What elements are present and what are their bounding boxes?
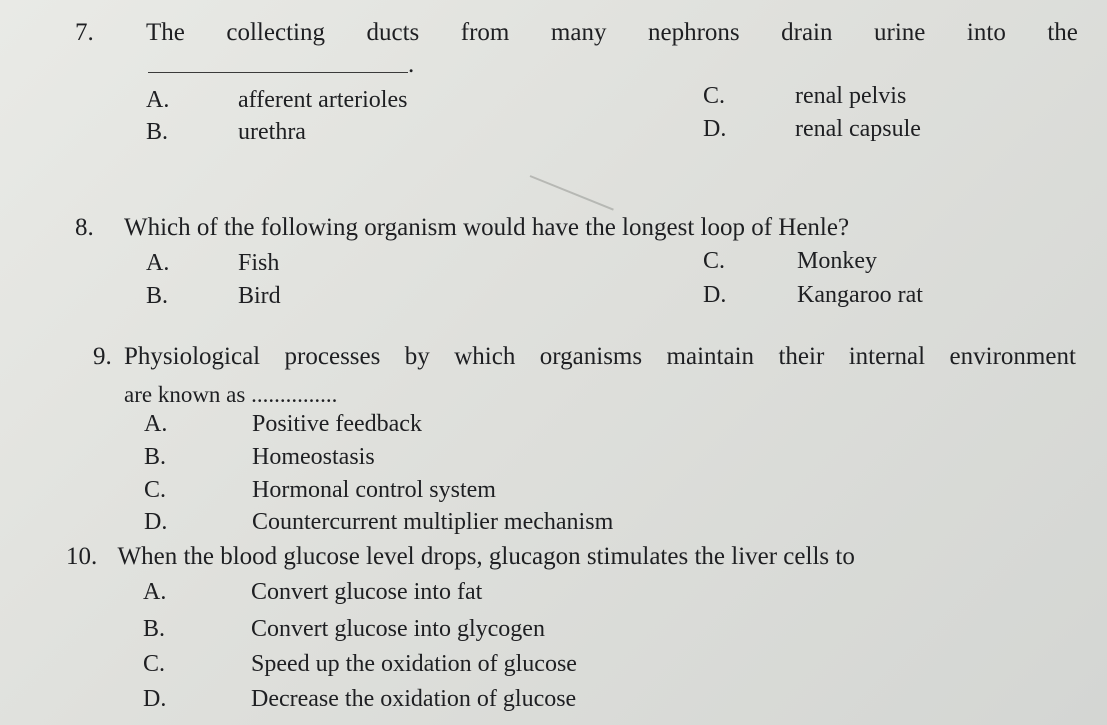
option-letter: A. bbox=[146, 87, 170, 113]
option-text: Decrease the oxidation of glucose bbox=[251, 686, 577, 712]
stem-word: which bbox=[454, 343, 516, 370]
option-text: Convert glucose into fat bbox=[251, 579, 483, 605]
question-stem: Which of the following organism would have the longest loop of Henle? bbox=[124, 214, 850, 241]
option-letter: C. bbox=[144, 477, 167, 503]
question-stem: When the blood glucose level drops, glucagon stimulates the liver cells to bbox=[117, 543, 855, 570]
option-letter: C. bbox=[703, 83, 726, 109]
option-letter: D. bbox=[144, 509, 168, 535]
stem-word: into bbox=[966, 19, 1006, 46]
stem-word: processes bbox=[284, 343, 381, 370]
option-text: afferent arterioles bbox=[238, 87, 408, 113]
stem-word: environment bbox=[949, 343, 1076, 370]
question-number: 8. bbox=[75, 214, 94, 241]
option-text: Monkey bbox=[797, 248, 877, 274]
stem-word: nephrons bbox=[647, 19, 740, 46]
stem-word: organisms bbox=[539, 343, 643, 370]
option-text: renal capsule bbox=[795, 116, 921, 142]
question-8 bbox=[75, 213, 849, 243]
stem-word: maintain bbox=[666, 343, 755, 370]
stem-word: many bbox=[550, 19, 607, 46]
option-letter: A. bbox=[144, 411, 168, 437]
stem-word: The bbox=[146, 19, 185, 46]
question-stem-line-1 bbox=[124, 342, 1076, 372]
stem-word: internal bbox=[848, 343, 926, 370]
blank-period: . bbox=[408, 51, 415, 78]
option-text: Bird bbox=[238, 283, 281, 309]
stem-word: ducts bbox=[366, 19, 420, 46]
option-letter: C. bbox=[703, 248, 726, 274]
option-text: Convert glucose into glycogen bbox=[251, 616, 545, 642]
option-letter: B. bbox=[146, 119, 169, 145]
question-stem-line-2: are known as ............... bbox=[124, 382, 338, 407]
option-text: renal pelvis bbox=[795, 83, 907, 109]
question-number: 9. bbox=[93, 343, 112, 370]
option-text: Fish bbox=[238, 250, 280, 276]
stem-word: collecting bbox=[226, 19, 325, 46]
option-letter: D. bbox=[143, 686, 167, 712]
question-10 bbox=[66, 542, 855, 572]
option-text: Positive feedback bbox=[252, 411, 422, 437]
option-letter: C. bbox=[143, 651, 166, 677]
stem-word: their bbox=[778, 343, 825, 370]
option-text: Homeostasis bbox=[252, 444, 375, 470]
option-text: Countercurrent multiplier mechanism bbox=[252, 509, 614, 535]
question-number: 10. bbox=[66, 543, 98, 570]
pen-mark bbox=[530, 175, 614, 211]
question-stem bbox=[146, 18, 1078, 48]
stem-word: by bbox=[404, 343, 430, 370]
stem-word: urine bbox=[874, 19, 926, 46]
answer-blank bbox=[148, 72, 408, 73]
option-letter: A. bbox=[143, 579, 167, 605]
option-letter: D. bbox=[703, 282, 727, 308]
option-text: urethra bbox=[238, 119, 306, 145]
question-9 bbox=[0, 342, 1107, 407]
option-letter: B. bbox=[144, 444, 167, 470]
option-letter: B. bbox=[143, 616, 166, 642]
option-text: Speed up the oxidation of glucose bbox=[251, 651, 577, 677]
stem-word: the bbox=[1047, 19, 1078, 46]
option-letter: A. bbox=[146, 250, 170, 276]
question-number: 7. bbox=[75, 19, 94, 46]
option-letter: B. bbox=[146, 283, 169, 309]
option-text: Kangaroo rat bbox=[797, 282, 923, 308]
stem-word: Physiological bbox=[124, 343, 261, 370]
option-letter: D. bbox=[703, 116, 727, 142]
stem-word: drain bbox=[781, 19, 833, 46]
stem-word: from bbox=[460, 19, 510, 46]
option-text: Hormonal control system bbox=[252, 477, 496, 503]
